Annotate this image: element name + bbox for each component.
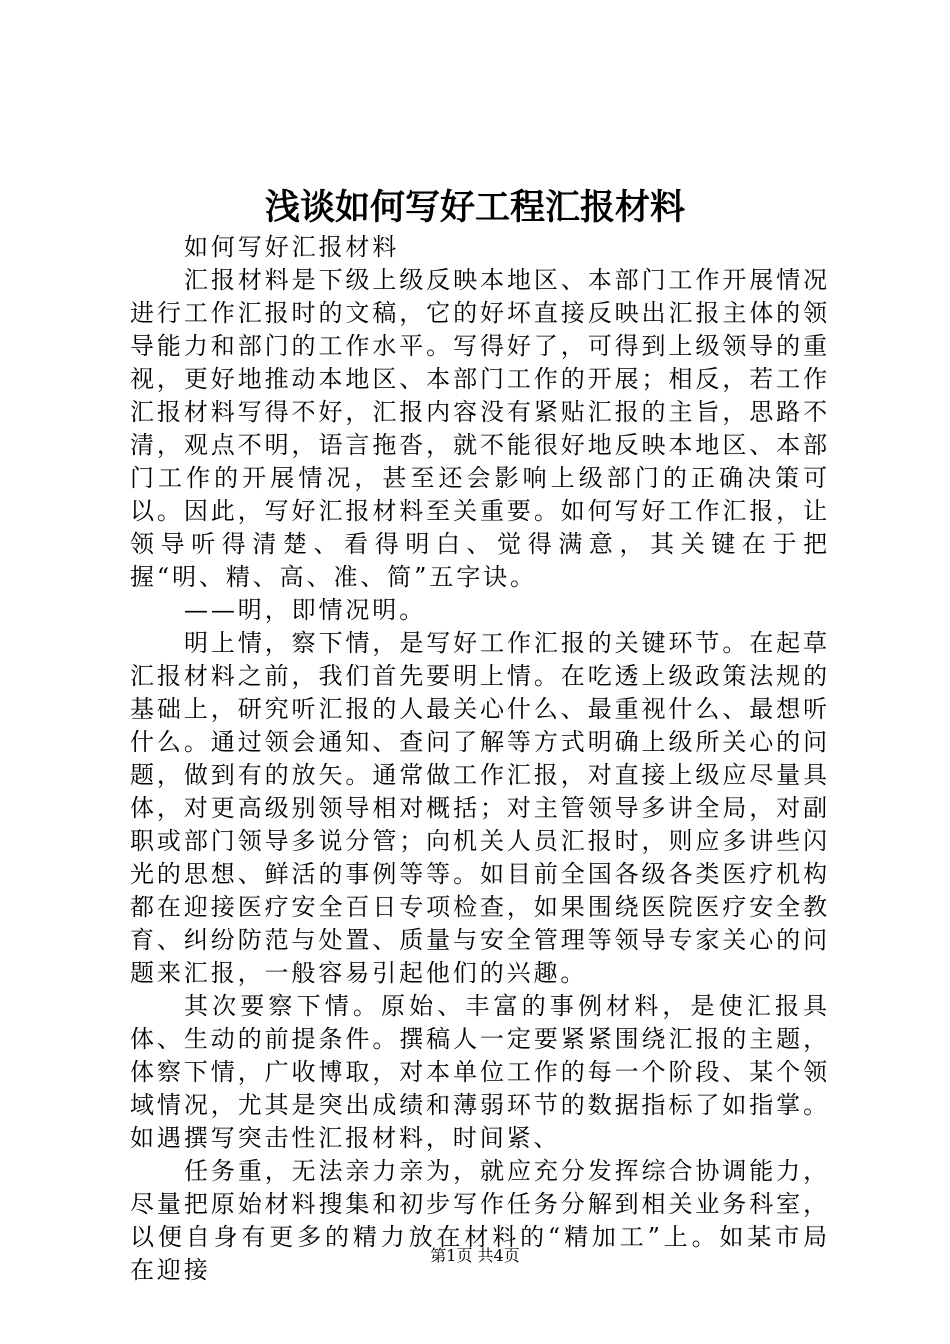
paragraph-section-heading: ——明，即情况明。 [184,596,427,624]
document-body [130,231,830,1287]
paragraph-lower-situation: 其次要察下情。原始、丰富的事例材料，是使汇报具体、生动的前提条件。撰稿人一定要紧紧围绕汇报的主题，体察下情，广收博取，对本单位工作的每一个阶段、某个领域情况，尤其是突出成绩和薄弱环节的数据指标了如指掌。如遇撰写突击性汇报材料，时间紧、 [130,992,830,1152]
paragraph-task-continuation: 任务重，无法亲力亲为，就应充分发挥综合协调能力，尽量把原始材料搜集和初步写作任务分解到相关业务科室，以便自身有更多的精力放在材料的“精加工”上。如某市局在迎接 [130,1157,830,1284]
paragraph-subtitle: 如何写好汇报材料 [184,233,400,261]
paragraph-upper-situation: 明上情，察下情，是写好工作汇报的关键环节。在起草汇报材料之前，我们首先要明上情。在吃透上级政策法规的基础上，研究听汇报的人最关心什么、最重视什么、最想听什么。通过领会通知、查问了解等方式明确上级所关心的问题，做到有的放矢。通常做工作汇报，对直接上级应尽量具体，对更高级别领导相对概括；对主管领导多讲全局，对副职或部门领导多说分管；向机关人员汇报时，则应多讲些闪光的思想、鲜活的事例等等。如目前全国各级各类医疗机构都在迎接医疗安全百日专项检查，如果围绕医院医疗安全教育、纠纷防范与处置、质量与安全管理等领导专家关心的问题来汇报，一般容易引起他们的兴趣。 [130,629,830,987]
document-title: 浅谈如何写好工程汇报材料 [264,187,685,228]
page-number-footer: 第1页 共4页 [430,1246,520,1265]
paragraph-intro: 汇报材料是下级上级反映本地区、本部门工作开展情况进行工作汇报时的文稿，它的好坏直接反映出汇报主体的领导能力和部门的工作水平。写得好了，可得到上级领导的重视，更好地推动本地区、本部门工作的开展；相反，若工作汇报材料写得不好，汇报内容没有紧贴汇报的主旨，思路不清，观点不明，语言拖沓，就不能很好地反映本地区、本部门工作的开展情况，甚至还会影响上级部门的正确决策可以。因此，写好汇报材料至关重要。如何写好工作汇报，让领导听得清楚、看得明白、觉得满意，其关键在于把握“明、精、高、准、简”五字诀。 [130,266,830,591]
